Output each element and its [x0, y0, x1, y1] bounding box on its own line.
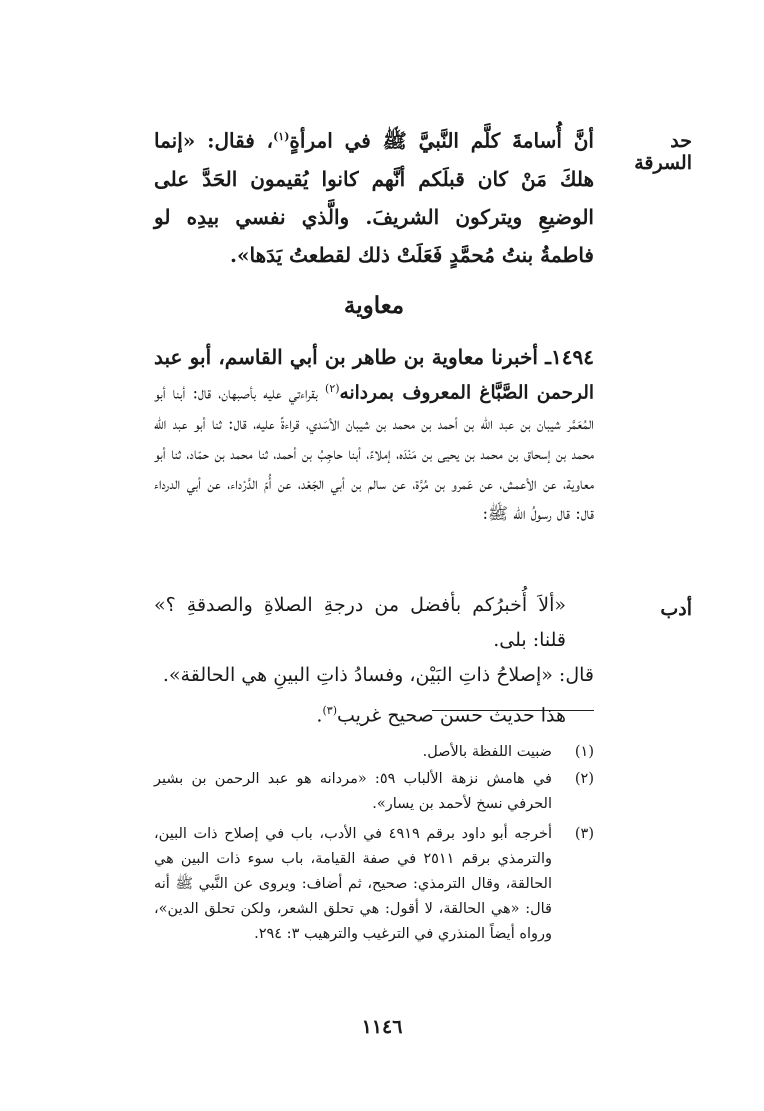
- hadith-line-2: قال: «إصلاحُ ذاتِ البَيْن، وفسادُ ذاتِ البينِ هي الحالقة».: [162, 664, 594, 686]
- isnad-text: [154, 342, 594, 529]
- footnote-3: [154, 822, 594, 947]
- margin-note-manners: أدب: [660, 598, 692, 620]
- footnote-number: (٣): [574, 826, 594, 842]
- hadith-paragraph: [154, 588, 594, 733]
- hadith-number-line: ١٤٩٤ـ أخبرنا معاوية بن طاهر بن أبي القاسم، أبو عبد: [154, 345, 594, 369]
- grading-line: [154, 693, 594, 733]
- footnote-text: ضبيت اللفظة بالأصل.: [422, 744, 552, 760]
- isnad-body: بقراءتي عليه بأصبهان، قال: أبنا أبو المُعَمَّر شيبان بن عبد الله بن أحمد بن محمد بن شيبان الأسَدي، قراءةً عليه، قال: ثنا أبو عبد الله محمد بن إسحاق بن محمد بن يحيى بن مَنْدَه، إملاءً، أبنا حاجِبُ بن أحمد، ثنا محمد بن حمّاد، ثنا أبو معاوية، عن الأعمش، عن عَمرو بن مُرَّة، عن سالم بن أبي الجَعْد، عن أُمّ الدَّرْداء، عن أبي الدرداء قال: قال رسولُ الله ﷺ:: [154, 383, 594, 523]
- footnote-text: في هامش نزهة الألباب ٥٩: «مردانه هو عبد الرحمن بن بشير الحرفي نسخ لأحمد بن يسار».: [154, 771, 552, 812]
- footnote-text: أخرجه أبو داود برقم ٤٩١٩ في الأدب، باب في إصلاح ذات البين، والترمذي برقم ٢٥١١ في صفة القيامة، باب سوء ذات البين هي الحالقة، وقال الترمذي: صحيح، ثم أضاف: ويروى عن النَّبي ﷺ أنه قال: «هي الحالقة، لا أقول: هي تحلق الشعر، ولكن تحلق الدين»، ورواه أيضاً المنذري في الترغيب والترهيب ٣: ٢٩٤.: [154, 826, 552, 942]
- footnote-number: (٢): [574, 771, 594, 787]
- top-text: [154, 118, 594, 274]
- footnote-number: (١): [574, 744, 594, 760]
- footnote-separator: [432, 710, 594, 711]
- page-number: ١١٤٦: [361, 1016, 403, 1038]
- section-title: معاوية: [343, 292, 405, 319]
- narrator-name: الرحمن الصَّبَّاغ المعروف بمردانه: [339, 382, 594, 404]
- top-text-start: أنَّ أُسامةَ كلَّم النَّبيَّ ﷺ في امرأةٍ: [289, 128, 594, 153]
- margin-note-theft-limit: حد السرقة: [634, 130, 692, 174]
- isnad-paragraph: [154, 342, 594, 529]
- top-paragraph: [154, 118, 594, 274]
- footnote-ref-2: (٢): [325, 382, 340, 395]
- grading-end: .: [316, 704, 323, 727]
- footnote-ref-3: (٣): [322, 704, 337, 717]
- top-text-cont: ، فقال: «إنما هلكَ مَنْ كان قبلَكم أنَّهم كانوا يُقيمون الحَدَّ على الوضيعِ ويتركون الشريفَ. والَّذي نفسي بيدِه لو فاطمةُ بنتُ مُحمَّدٍ فَعَلَتْ ذلك لقطعتُ يَدَها».: [154, 128, 594, 267]
- footnote-1: [154, 740, 594, 765]
- grading-text: هذا حديث حسن صحيح غريب: [336, 704, 566, 727]
- footnote-2: [154, 767, 594, 817]
- footnote-ref-1: (١): [273, 130, 290, 143]
- hadith-line-1: «ألاَ أُخبرُكم بأفضل من درجةِ الصلاةِ والصدقةِ ؟» قلنا: بلى.: [154, 594, 566, 651]
